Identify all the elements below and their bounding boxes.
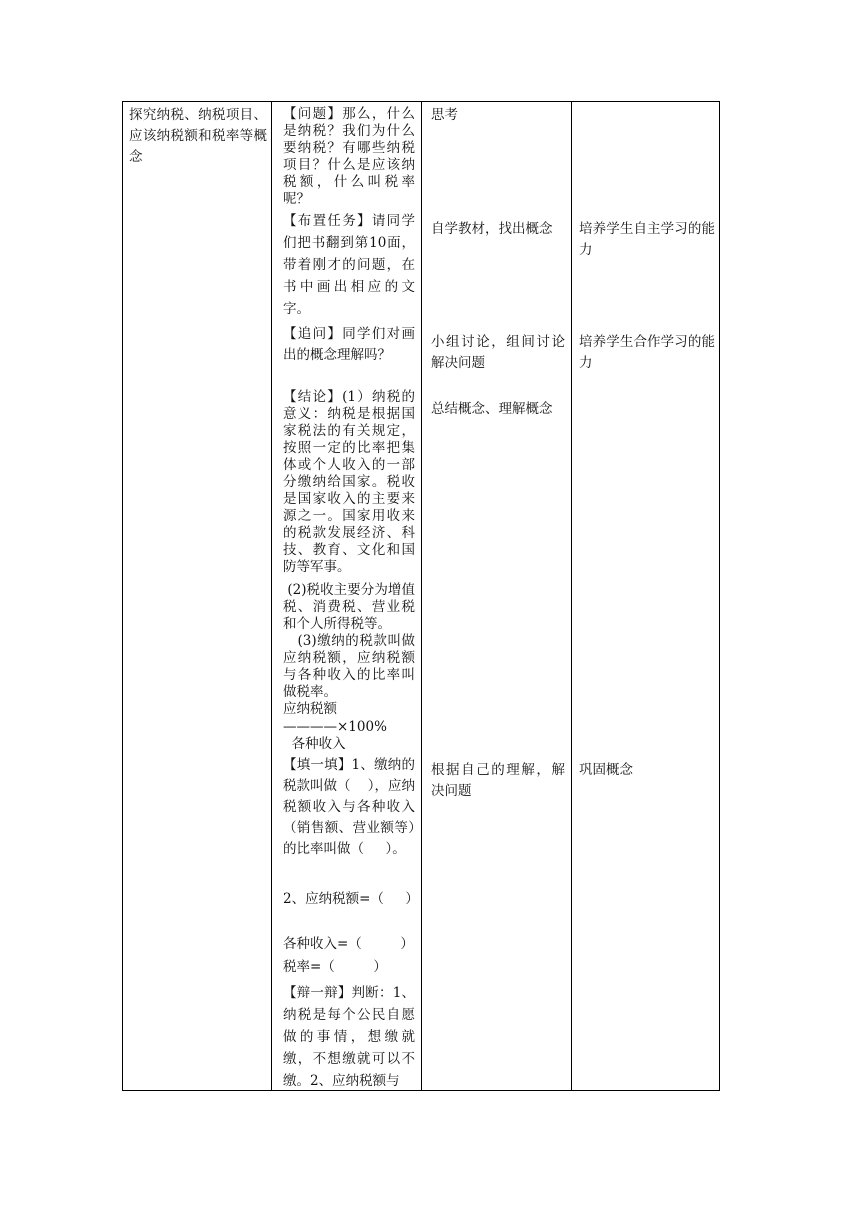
fill-item-3: 各种收入=（ ） — [283, 936, 414, 952]
teacher-debate: 【辩一辩】判断：1、纳税是每个公民自愿做的事情，想缴就缴，不想缴就可以不缴。2、应纳税额与 — [283, 985, 415, 1089]
teacher-fill-in: 【填一填】1、缴纳的税款叫做（ ），应纳税额收入与各种收入（销售额、营业额等）的比率叫做（ ）。 — [283, 757, 415, 857]
student-activity-2: 自学教材，找出概念 — [431, 221, 553, 237]
intent-3: 巩固概念 — [579, 762, 633, 778]
topic-cell: 探究纳税、纳税项目、应该纳税额和税率等概念 — [129, 107, 267, 165]
student-activity-1: 思考 — [431, 107, 458, 123]
column-divider — [271, 102, 272, 1090]
lesson-plan-table — [122, 101, 720, 1091]
teacher-question: 【问题】那么，什么是纳税？我们为什么要纳税？有哪些纳税项目？什么是应该纳税额，什么叫税率呢？ — [283, 106, 415, 207]
formula-line: ————×100% — [283, 719, 387, 735]
student-activity-5: 根据自己的理解，解决问题 — [431, 762, 565, 799]
column-divider — [571, 102, 572, 1090]
student-activity-4: 总结概念、理解概念 — [431, 401, 553, 417]
student-activity-3: 小组讨论，组间讨论解决问题 — [431, 334, 565, 371]
formula-numerator: 应纳税额 — [283, 701, 337, 717]
formula-denominator: 各种收入 — [283, 736, 346, 752]
intent-2: 培养学生合作学习的能力 — [579, 334, 715, 371]
fill-item-4: 税率=（ ） — [283, 959, 387, 975]
intent-1: 培养学生自主学习的能力 — [579, 221, 715, 258]
teacher-conclusion: 【结论】(1）纳税的意义：纳税是根据国家税法的有关规定，按照一定的比率把集体或个人收入的一部分缴纳给国家。税收是国家收入的主要来源之一。国家用收来的税款发展经济、科技、教育、文化和国防等军事。 — [283, 389, 415, 575]
teacher-follow-up: 【追问】同学们对画出的概念理解吗？ — [283, 326, 415, 363]
teacher-task: 【布置任务】请同学们把书翻到第10面，带着刚才的问题，在书中画出相应的文字。 — [283, 213, 415, 317]
column-divider — [421, 102, 422, 1090]
teacher-point-3: (3)缴纳的税款叫做应纳税额，应纳税额与各种收入的比率叫做税率。 — [283, 633, 416, 700]
teacher-point-2: (2)税收主要分为增值税、消费税、营业税和个人所得税等。 — [283, 582, 415, 632]
fill-item-2: 2、应纳税额=（ ） — [283, 891, 419, 907]
